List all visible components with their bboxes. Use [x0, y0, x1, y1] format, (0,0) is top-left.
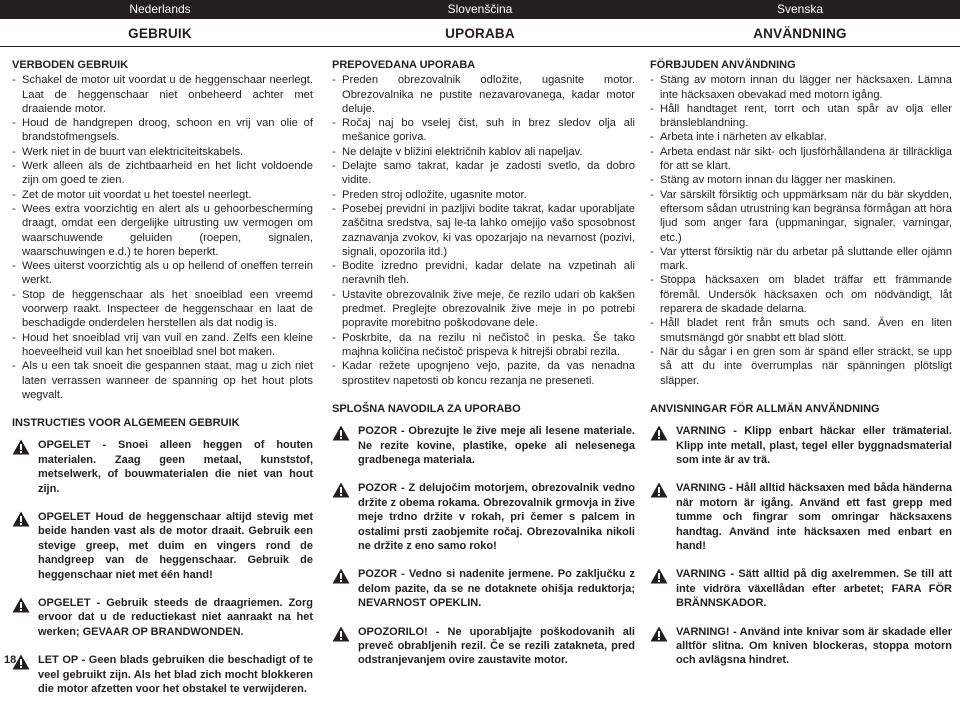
- list-item: - Preden obrezovalnik odložite, ugasnite motor. Obrezovalnika ne pustite nezavarovanega, kadar motor deluje.: [332, 73, 635, 116]
- list-item: - Håll handtaget rent, torrt och utan spår av olja eller bränsleblandning.: [650, 102, 952, 131]
- list-item: - Kadar režete upognjeno vejo, pazite, da vas nenadna sprostitev napetosti ob koncu rezanja ne preseneti.: [332, 359, 635, 388]
- list-item: - Arbeta endast när sikt- och ljusförhållandena är tillräckliga för att se klart.: [650, 145, 952, 174]
- warning-text: VARNING - Håll alltid häcksaxen med båda händerna när motorn är igång. Använd ett fast grepp med tumme och fingrar som omringar häcksaxens handtag. Använd inte häcksaxen med enbart en hand!: [676, 482, 952, 552]
- warning-icon: [12, 596, 38, 617]
- prohibited-use-title: VERBODEN GEBRUIK: [12, 59, 129, 71]
- list-item: - Zet de motor uit voordat u het toestel neerlegt.: [12, 188, 313, 202]
- warning-icon: [12, 438, 38, 459]
- list-item: - När du sågar i en gren som är spänd eller sträckt, se upp så att du inte överrumplas när spänningen plötsligt släpper.: [650, 345, 952, 388]
- general-use-title: ANVISNINGAR FÖR ALLMÄN ANVÄNDNING: [650, 402, 880, 415]
- warning-icon: [650, 424, 676, 445]
- prohibited-use-list: [650, 73, 952, 388]
- warning-block: [650, 481, 952, 553]
- warning-icon: [332, 424, 358, 445]
- warning-icon: [650, 567, 676, 588]
- list-item: - Stop de heggenschaar als het snoeiblad een vreemd voorwerp raakt. Inspecteer de heggenschaar en laat de beschadigde onderdelen herstellen als dat nodig is.: [12, 288, 313, 331]
- warning-text: OPOZORILO! - Ne uporabljajte poškodovanih ali preveč obrabljenih rezil. Če se rezili zatakneta, pred odstranjevanjem ovire zaustavite motor.: [358, 625, 635, 667]
- prohibited-use-list: [332, 73, 635, 388]
- list-item: - Stoppa häcksaxen om bladet träffar ett främmande föremål. Undersök häcksaxen och om nödvändigt, låt reparera de skadade delarna.: [650, 273, 952, 316]
- heading-sl: UPORABA: [445, 26, 515, 41]
- warning-block: [12, 596, 313, 639]
- warning-icon: [332, 567, 358, 588]
- column-sl: [332, 58, 635, 682]
- warning-block: [650, 424, 952, 467]
- heading-sv: ANVÄNDNING: [753, 26, 847, 41]
- prohibited-use-list: [12, 73, 313, 402]
- warning-text: POZOR - Z delujočim motorjem, obrezovalnik vedno držite z obema rokama. Obrezovalnik grmovja in žive meje trdno držite v rokah, pri čemer s palcem in ostalimi prsti zaobjemite ročaj. Obrezovalnika nikoli ne držite z eno samo roko!: [358, 482, 635, 552]
- warning-text: OPGELET Houd de heggenschaar altijd stevig met beide handen vast als de motor draait. Gebruik een stevige greep, met duim en vingers rond de handgreep van de heggenschaar. Gebruik de heggenschaar niet met één hand!: [38, 511, 313, 581]
- general-use-title: INSTRUCTIES VOOR ALGEMEEN GEBRUIK: [12, 417, 240, 430]
- warning-block: [332, 424, 635, 467]
- section-heading-row: [0, 19, 960, 47]
- warning-text: OPGELET - Snoei alleen heggen of houten materialen. Zaag geen metaal, kunststof, metselwerk, of bouwmaterialen die niet van hout zijn.: [38, 439, 313, 495]
- warning-icon: [650, 481, 676, 502]
- list-item: - Håll bladet rent från smuts och sand. Även en liten smutsmängd gör snabbt ett blad slött.: [650, 316, 952, 345]
- warning-icon: [332, 481, 358, 502]
- language-label-sl: Slovenščina: [447, 2, 513, 16]
- list-item: - Wees extra voorzichtig en alert als u gehoorbescherming draagt, omdat een dergelijke uitrusting uw vermogen om waarschuwende geluiden (roepen, signalen, waarschuwingen e.d.) te horen beperkt.: [12, 202, 313, 259]
- warning-block: [650, 625, 952, 668]
- warning-block: [332, 625, 635, 668]
- list-item: - Ročaj naj bo vselej čist, suh in brez sledov olja ali mešanice goriva.: [332, 116, 635, 145]
- warning-block: [12, 438, 313, 496]
- warning-block: [332, 567, 635, 610]
- list-item: - Var ytterst försiktig när du arbetar på sluttande eller ojämn mark.: [650, 245, 952, 274]
- warning-block: [332, 481, 635, 553]
- language-label-sv: Svenska: [776, 2, 824, 16]
- heading-nl: GEBRUIK: [128, 26, 192, 41]
- page-number: 18: [4, 654, 17, 666]
- list-item: - Delajte samo takrat, kadar je zadosti svetlo, da dobro vidite.: [332, 159, 635, 188]
- list-item: - Wees uiterst voorzichtig als u op hellend of oneffen terrein werkt.: [12, 259, 313, 288]
- column-nl: [12, 58, 313, 711]
- warning-icon: [332, 625, 358, 646]
- warning-block: [650, 567, 952, 610]
- list-item: - Houd het snoeiblad vrij van vuil en zand. Zelfs een kleine hoeveelheid vuil kan het snoeiblad snel bot maken.: [12, 331, 313, 360]
- list-item: - Ustavite obrezovalnik žive meje, če rezilo udari ob kakšen predmet. Preglejte obrezovalnik žive meje in po potrebi popravite morebitno poškodovane dele.: [332, 288, 635, 331]
- list-item: - Posebej previdni in pazljivi bodite takrat, kadar uporabljate zaščitna sredstva, saj le-ta lahko omejijo vašo sposobnost zaznavanja zvokov, ki vas opozarjajo na nevarnost (pozivi, signali, opozorila itd.): [332, 202, 635, 259]
- language-label-nl: Nederlands: [129, 2, 191, 16]
- list-item: - Stäng av motorn innan du lägger ner häcksaxen. Lämna inte häcksaxen obevakad med motorn igång.: [650, 73, 952, 102]
- list-item: - Houd de handgrepen droog, schoon en vrij van olie of brandstofmengsels.: [12, 116, 313, 145]
- language-bar: [0, 0, 960, 19]
- warning-text: POZOR - Vedno si nadenite jermene. Po zaključku z delom pazite, da se ne dotaknete ohišja reduktorja; NEVARNOST OPEKLIN.: [358, 568, 635, 610]
- warning-icon: [12, 510, 38, 531]
- list-item: - Als u een tak snoeit die gespannen staat, mag u zich niet laten verrassen wanneer de spanning op het hout plots wegvalt.: [12, 359, 313, 402]
- warning-text: VARNING! - Använd inte knivar som är skadade eller alltför slitna. Om kniven blockeras, stoppa motorn och avlägsna hindret.: [676, 625, 952, 667]
- warning-text: POZOR - Obrezujte le žive meje ali lesene materiale. Ne rezite kovine, plastike, opeke ali nelesenega gradbenega materiala.: [358, 425, 635, 466]
- list-item: - Preden stroj odložite, ugasnite motor.: [332, 188, 635, 202]
- list-item: - Poskrbite, da na rezilu ni nečistoč in peska. Še tako majhna količina nečistoč prispeva k hitrejši obrabi rezila.: [332, 331, 635, 360]
- warning-block: [12, 510, 313, 582]
- list-item: - Ne delajte v bližini električnih kablov ali napeljav.: [332, 145, 635, 159]
- prohibited-use-title: FÖRBJUDEN ANVÄNDNING: [650, 59, 796, 71]
- warning-text: VARNING - Klipp enbart häckar eller trämaterial. Klipp inte metall, plast, tegel eller byggnadsmaterial som inte är av trä.: [676, 425, 952, 466]
- warning-icon: [650, 625, 676, 646]
- prohibited-use-title: PREPOVEDANA UPORABA: [332, 59, 476, 71]
- warning-text: VARNING - Sätt alltid på dig axelremmen. Se till att inte vidröra växellådan efter arbetet; FARA FÖR BRÄNNSKADOR.: [676, 568, 952, 610]
- warning-text: OPGELET - Gebruik steeds de draagriemen. Zorg ervoor dat u de reductiekast niet aanraakt na het werken; GEVAAR OP BRANDWONDEN.: [38, 597, 313, 638]
- general-use-title: SPLOŠNA NAVODILA ZA UPORABO: [332, 402, 521, 415]
- list-item: - Stäng av motorn innan du lägger ner maskinen.: [650, 173, 952, 187]
- list-item: - Bodite izredno previdni, kadar delate na vzpetinah ali neravnih tleh.: [332, 259, 635, 288]
- list-item: - Werk niet in de buurt van elektriciteitskabels.: [12, 145, 313, 159]
- list-item: - Var särskilt försiktig och uppmärksam när du bär skydden, eftersom sådan utrustning kan begränsa förmågan att höra ljud som anger fara (uppmaningar, signaler, varningar, etc.): [650, 188, 952, 245]
- column-sv: [650, 58, 952, 682]
- list-item: - Werk alleen als de zichtbaarheid en het licht voldoende zijn om goed te zien.: [12, 159, 313, 188]
- warning-block: [12, 653, 313, 696]
- list-item: - Arbeta inte i närheten av elkablar.: [650, 130, 952, 144]
- warning-text: LET OP - Geen blads gebruiken die beschadigt of te veel gebruikt zijn. Als het blad zich mocht blokkeren die motor afzetten voor het obstakel te verwijderen.: [38, 654, 313, 696]
- list-item: - Schakel de motor uit voordat u de heggenschaar neerlegt. Laat de heggenschaar niet onbeheerd achter met draaiende motor.: [12, 73, 313, 116]
